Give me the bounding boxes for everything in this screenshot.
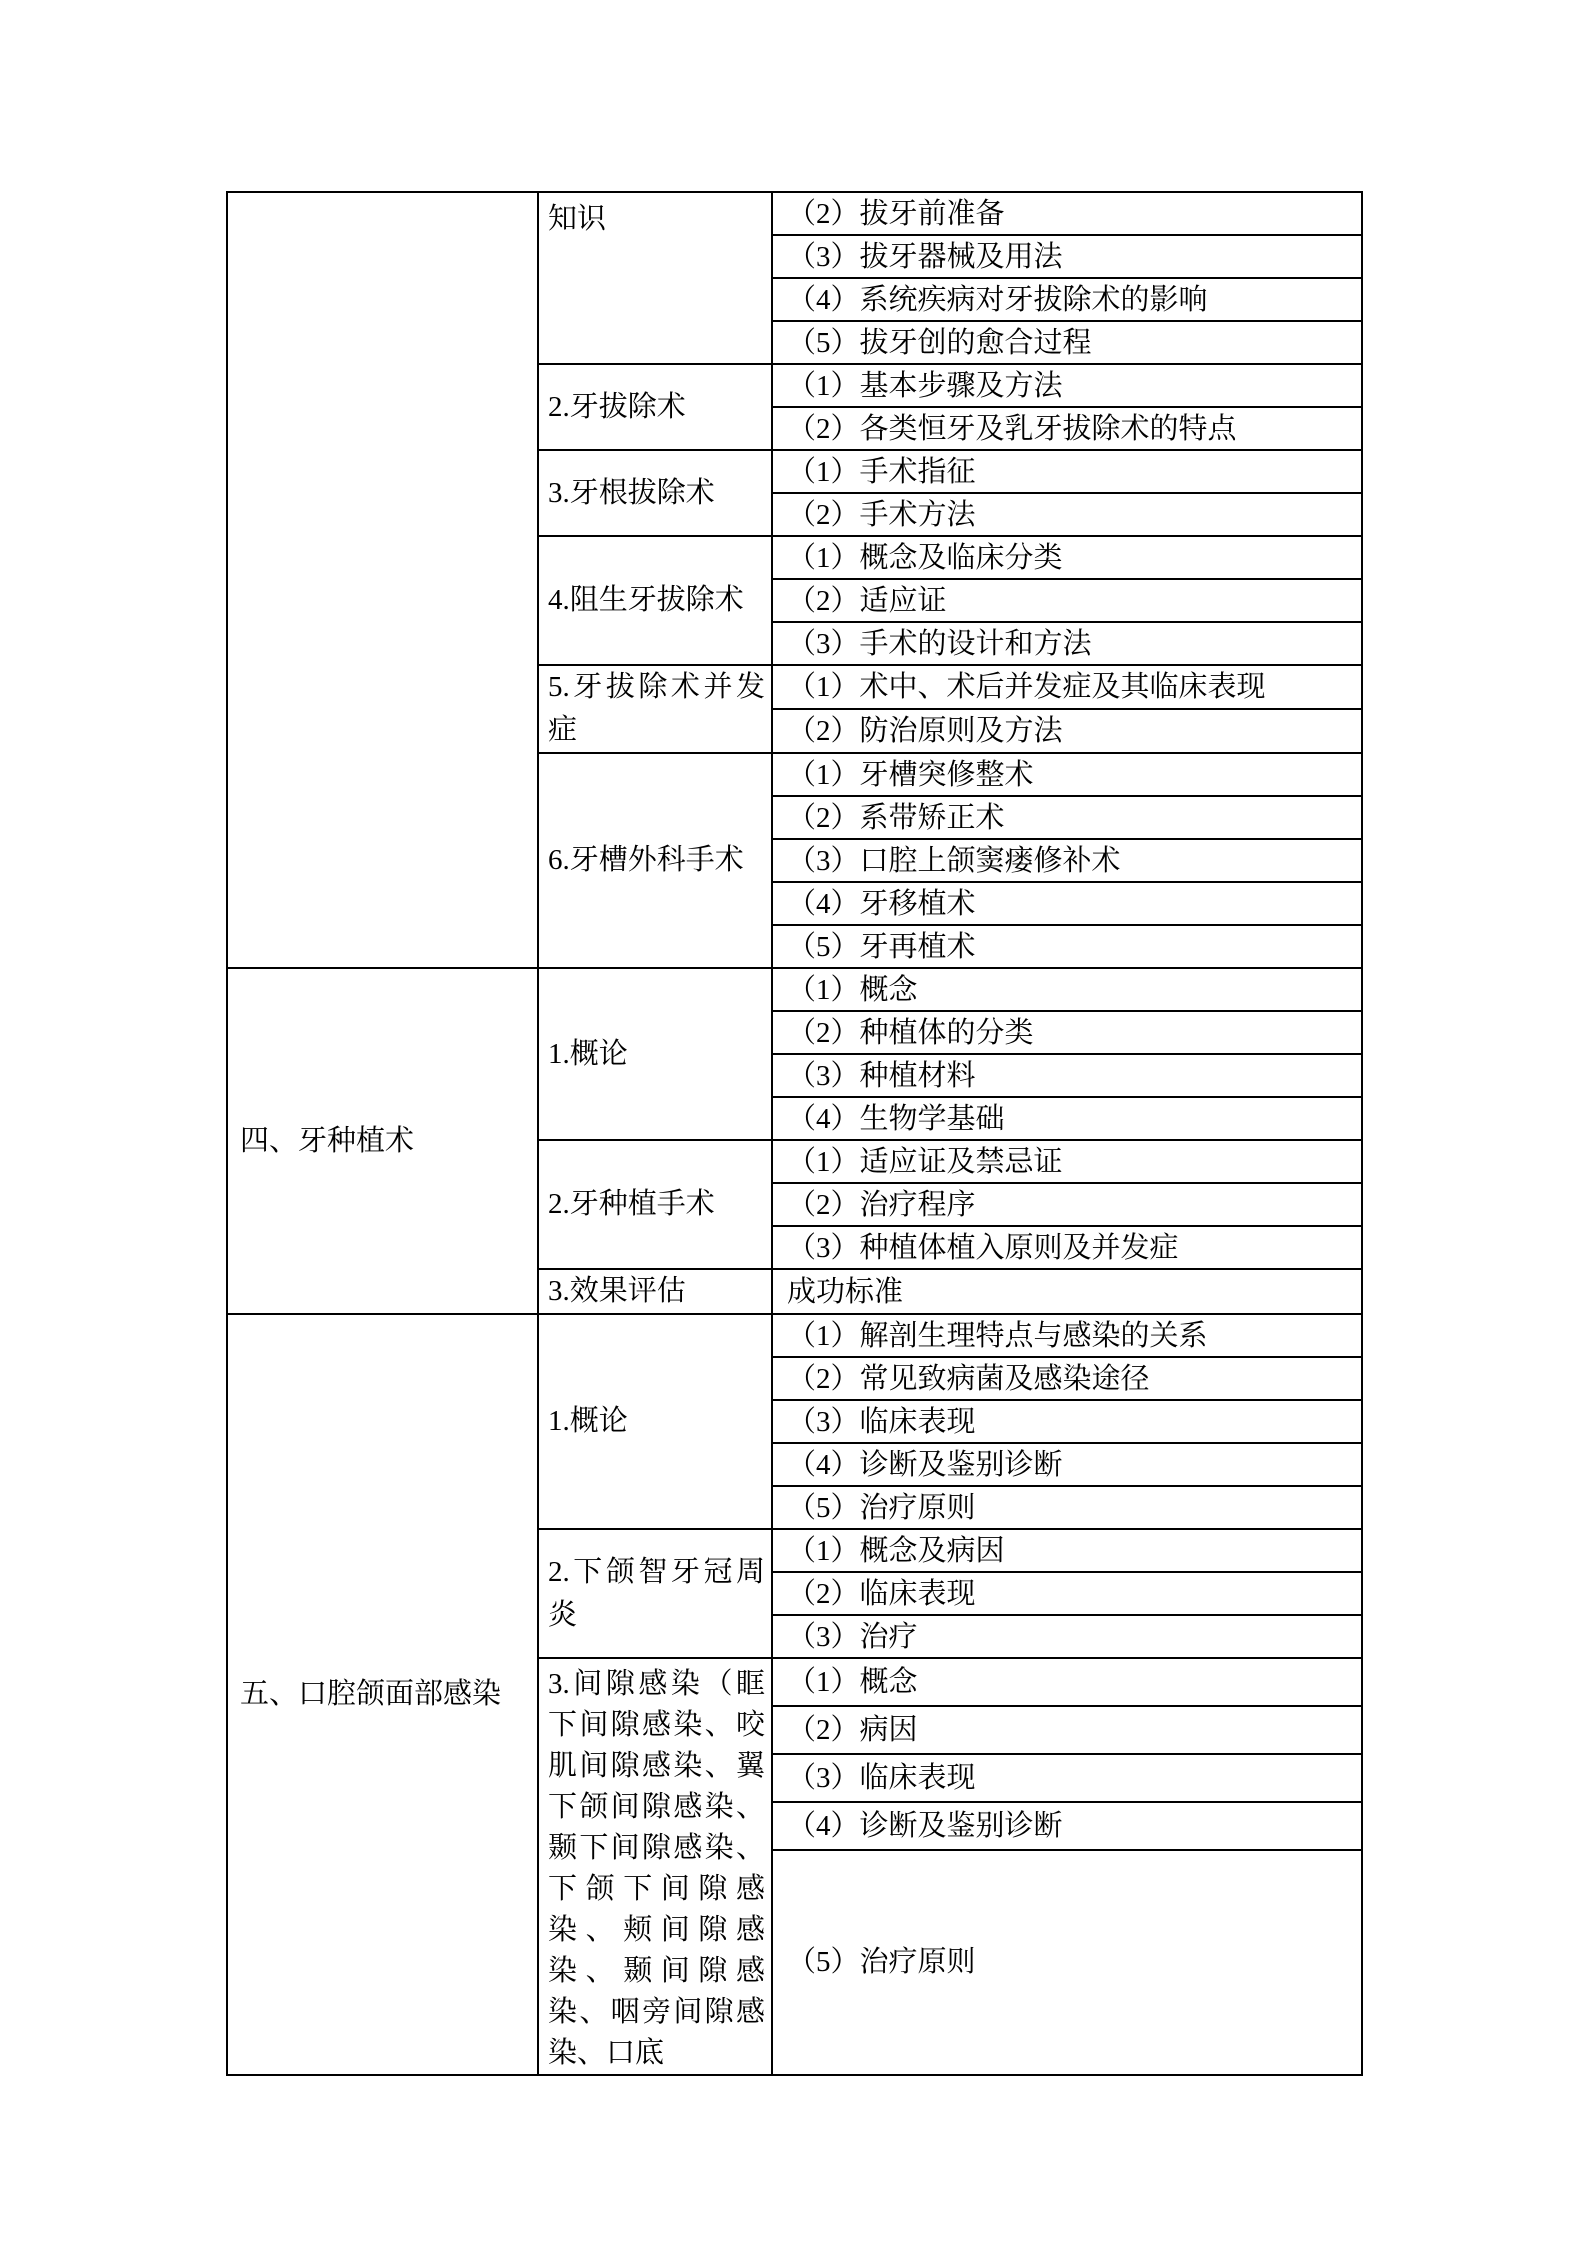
item-cell: （2）临床表现 bbox=[772, 1572, 1362, 1615]
item-cell: （4）系统疾病对牙拔除术的影响 bbox=[772, 278, 1362, 321]
category-cell: 四、牙种植术 bbox=[227, 968, 538, 1314]
item-cell: （3）种植体植入原则及并发症 bbox=[772, 1226, 1362, 1269]
item-cell: （1）适应证及禁忌证 bbox=[772, 1140, 1362, 1183]
topic-cell: 6.牙槽外科手术 bbox=[538, 753, 772, 968]
item-cell: （5）拔牙创的愈合过程 bbox=[772, 321, 1362, 364]
item-cell: （3）种植材料 bbox=[772, 1054, 1362, 1097]
item-cell: （1）牙槽突修整术 bbox=[772, 753, 1362, 796]
topic-cell: 3.效果评估 bbox=[538, 1269, 772, 1314]
item-cell: （2）适应证 bbox=[772, 579, 1362, 622]
table-row bbox=[227, 1314, 1362, 1357]
item-cell: （1）手术指征 bbox=[772, 450, 1362, 493]
topic-cell: 2.牙拔除术 bbox=[538, 364, 772, 450]
item-cell: （3）临床表现 bbox=[772, 1400, 1362, 1443]
topic-cell: 5.牙拔除术并发症 bbox=[538, 665, 772, 753]
category-cell: 五、口腔颌面部感染 bbox=[227, 1314, 538, 2075]
item-cell: （3）临床表现 bbox=[772, 1754, 1362, 1802]
item-cell: （3）口腔上颌窦瘘修补术 bbox=[772, 839, 1362, 882]
item-cell: 成功标准 bbox=[772, 1269, 1362, 1314]
item-cell: （3）治疗 bbox=[772, 1615, 1362, 1658]
item-cell: （4）生物学基础 bbox=[772, 1097, 1362, 1140]
item-cell: （2）防治原则及方法 bbox=[772, 709, 1362, 753]
topic-cell: 1.概论 bbox=[538, 1314, 772, 1529]
item-cell: （1）概念 bbox=[772, 1658, 1362, 1706]
topic-cell: 2.牙种植手术 bbox=[538, 1140, 772, 1269]
topic-cell: 1.概论 bbox=[538, 968, 772, 1140]
item-cell: （4）诊断及鉴别诊断 bbox=[772, 1443, 1362, 1486]
item-cell: （1）解剖生理特点与感染的关系 bbox=[772, 1314, 1362, 1357]
item-cell: （3）拔牙器械及用法 bbox=[772, 235, 1362, 278]
topic-cell: 知识 bbox=[538, 192, 772, 364]
item-cell: （5）治疗原则 bbox=[772, 1850, 1362, 2075]
table-row bbox=[227, 192, 1362, 235]
item-cell: （2）系带矫正术 bbox=[772, 796, 1362, 839]
topic-cell: 4.阻生牙拔除术 bbox=[538, 536, 772, 665]
item-cell: （1）概念 bbox=[772, 968, 1362, 1011]
item-cell: （2）种植体的分类 bbox=[772, 1011, 1362, 1054]
item-cell: （2）手术方法 bbox=[772, 493, 1362, 536]
item-cell: （4）牙移植术 bbox=[772, 882, 1362, 925]
item-cell: （1）概念及临床分类 bbox=[772, 536, 1362, 579]
item-cell: （4）诊断及鉴别诊断 bbox=[772, 1802, 1362, 1850]
topic-cell: 2.下颌智牙冠周炎 bbox=[538, 1529, 772, 1658]
item-cell: （2）常见致病菌及感染途径 bbox=[772, 1357, 1362, 1400]
item-cell: （2）各类恒牙及乳牙拔除术的特点 bbox=[772, 407, 1362, 450]
syllabus-table bbox=[226, 191, 1363, 2076]
item-cell: （2）病因 bbox=[772, 1706, 1362, 1754]
item-cell: （5）牙再植术 bbox=[772, 925, 1362, 968]
item-cell: （5）治疗原则 bbox=[772, 1486, 1362, 1529]
table-row bbox=[227, 968, 1362, 1011]
item-cell: （3）手术的设计和方法 bbox=[772, 622, 1362, 665]
item-cell: （1）概念及病因 bbox=[772, 1529, 1362, 1572]
topic-cell: 3.牙根拔除术 bbox=[538, 450, 772, 536]
item-cell: （1）术中、术后并发症及其临床表现 bbox=[772, 665, 1362, 709]
syllabus-table-body bbox=[227, 192, 1362, 2075]
item-cell: （1）基本步骤及方法 bbox=[772, 364, 1362, 407]
item-cell: （2）治疗程序 bbox=[772, 1183, 1362, 1226]
category-cell bbox=[227, 192, 538, 968]
topic-cell: 3.间隙感染（眶下间隙感染、咬肌间隙感染、翼下颌间隙感染、颞下间隙感染、下颌下间隙感染、颊间隙感染、颞间隙感染、咽旁间隙感染、口底 bbox=[538, 1658, 772, 2075]
item-cell: （2）拔牙前准备 bbox=[772, 192, 1362, 235]
